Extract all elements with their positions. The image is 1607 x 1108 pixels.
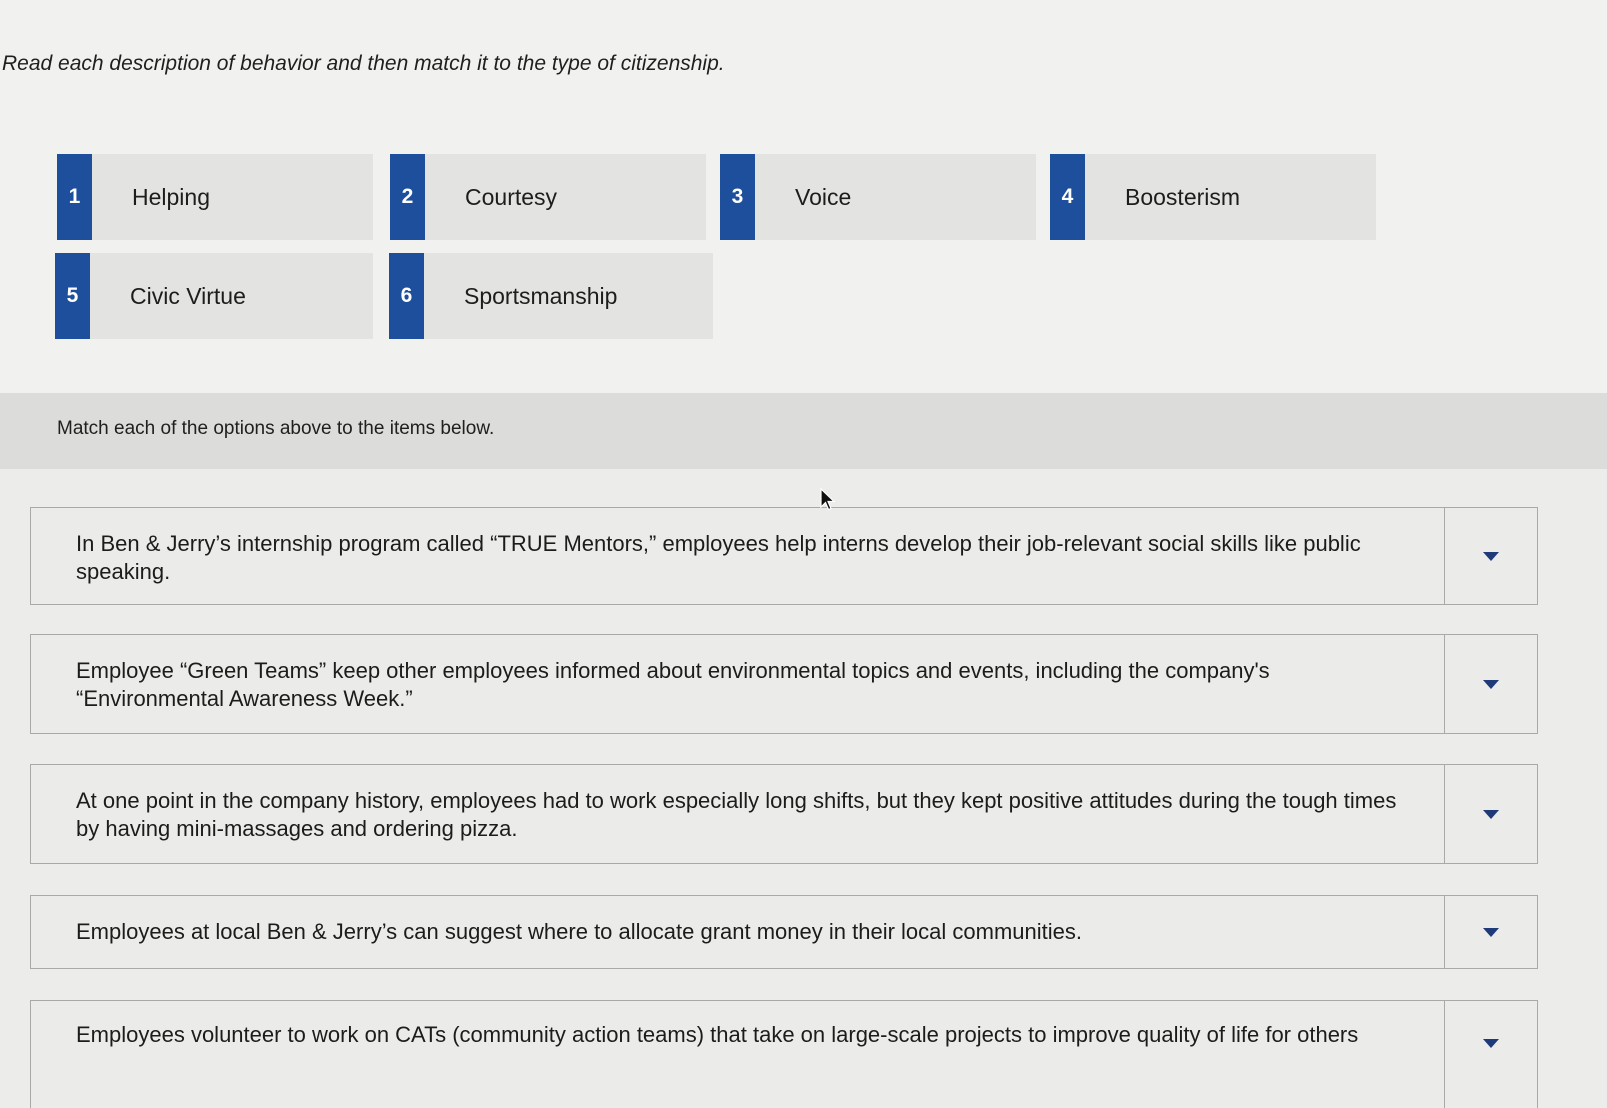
match-item-text: Employees volunteer to work on CATs (community action teams) that take on large-scale projects to improve quality of life for others — [76, 1022, 1359, 1047]
option-number-badge: 3 — [720, 154, 755, 240]
match-item-5 — [30, 1000, 1538, 1108]
option-civic-virtue[interactable] — [55, 253, 373, 339]
caret-down-icon — [1483, 928, 1499, 937]
option-label: Helping — [132, 183, 210, 210]
option-number-badge: 2 — [390, 154, 425, 240]
caret-down-icon — [1483, 680, 1499, 689]
match-item-2 — [30, 634, 1538, 734]
match-item-text: In Ben & Jerry’s internship program called “TRUE Mentors,” employees help interns develop their job-relevant social skills like public speaking. — [76, 531, 1361, 584]
match-instruction: Match each of the options above to the items below. — [57, 418, 495, 439]
option-courtesy[interactable] — [390, 154, 706, 240]
option-number-badge: 4 — [1050, 154, 1085, 240]
option-helping[interactable] — [57, 154, 373, 240]
answer-dropdown[interactable] — [1444, 635, 1537, 733]
option-label: Boosterism — [1125, 183, 1241, 210]
option-number-badge: 5 — [55, 253, 90, 339]
question-instruction: Read each description of behavior and then match it to the type of citizenship. — [2, 52, 725, 75]
option-boosterism[interactable] — [1050, 154, 1376, 240]
match-item-text: Employee “Green Teams” keep other employees informed about environmental topics and events, including the company's “Environmental Awareness Week.” — [76, 658, 1270, 711]
match-item-text: Employees at local Ben & Jerry’s can suggest where to allocate grant money in their local communities. — [76, 919, 1082, 944]
answer-dropdown[interactable] — [1444, 1001, 1537, 1108]
option-label: Sportsmanship — [464, 282, 618, 309]
answer-dropdown[interactable] — [1444, 896, 1537, 968]
answer-dropdown[interactable] — [1444, 508, 1537, 604]
option-sportsmanship[interactable] — [389, 253, 713, 339]
option-label: Courtesy — [465, 183, 558, 210]
answer-dropdown[interactable] — [1444, 765, 1537, 863]
option-label: Voice — [795, 183, 852, 210]
match-item-4 — [30, 895, 1538, 969]
option-voice[interactable] — [720, 154, 1036, 240]
caret-down-icon — [1483, 810, 1499, 819]
caret-down-icon — [1483, 552, 1499, 561]
match-item-1 — [30, 507, 1538, 605]
caret-down-icon — [1483, 1039, 1499, 1048]
option-number-badge: 6 — [389, 253, 424, 339]
option-label: Civic Virtue — [130, 282, 246, 309]
match-item-3 — [30, 764, 1538, 864]
option-number-badge: 1 — [57, 154, 92, 240]
match-item-text: At one point in the company history, employees had to work especially long shifts, but they kept positive attitudes during the tough times by having mini-massages and ordering pizza. — [76, 788, 1397, 841]
mouse-pointer-icon — [820, 488, 836, 517]
